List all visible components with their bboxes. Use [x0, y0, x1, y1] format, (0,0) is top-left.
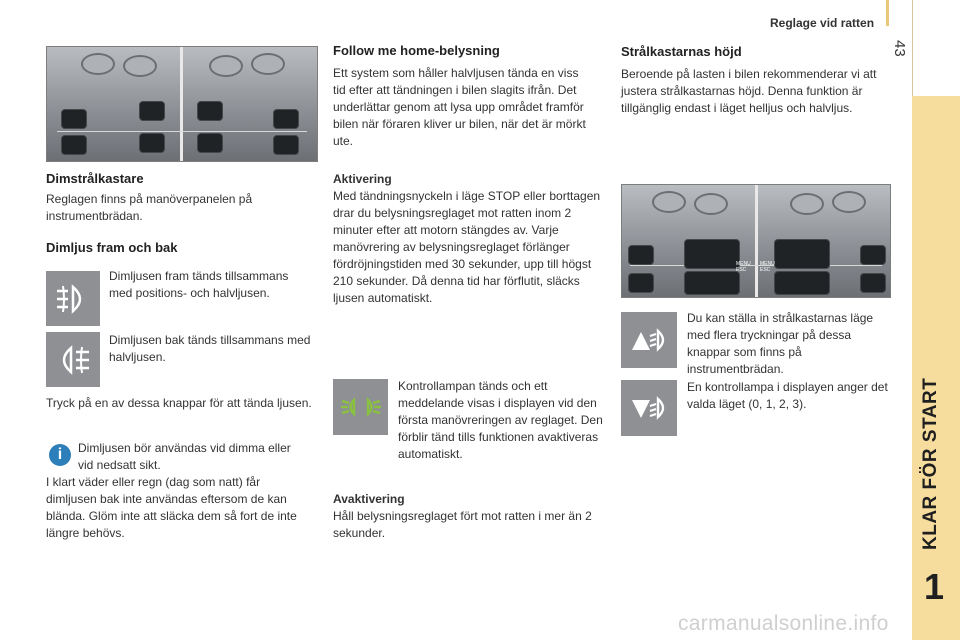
follow-me-home-lamp-icon: [333, 379, 388, 435]
menu-esc-label-left: MENU ESC: [736, 261, 751, 273]
section-title: Reglage vid ratten: [770, 16, 875, 30]
rear-fog-lamp-icon: [46, 332, 100, 387]
avaktivering-text: Håll belysningsreglaget fört mot ratten i mer än 2 sekunder.: [333, 509, 592, 540]
aktivering-block: [333, 171, 608, 307]
dimljus-heading: Dimljus fram och bak: [46, 240, 178, 255]
page-number: 43: [891, 40, 908, 57]
info-icon: i: [49, 444, 71, 466]
avaktivering-label: Avaktivering: [333, 492, 405, 506]
rear-fog-text: Dimljusen bak tänds tillsammans med halvljusen.: [109, 333, 311, 364]
aktivering-text: Med tändningsnyckeln i läge STOP eller borttagen drar du belysningsreglaget mot ratten inom 2 minuter efter att motorn stängdes av. Varje manövrering av belysningsreglaget förlänger fördröjningstiden med 30 sekunder, upp till högst 210 sekunder. Då denna tid har förflutit, släcks ljusen automatiskt.: [333, 189, 601, 305]
front-fog-lamp-icon: [46, 271, 100, 326]
follow-me-intro: Ett system som håller halvljusen tända en viss tid efter att tändningen i bilen slagits ifrån. Det underlättar genom att lysa upp området framför bilen när föraren kliver ur bilen, när det är mörkt ute.: [333, 66, 586, 148]
aktivering-label: Aktivering: [333, 172, 392, 186]
chapter-tab: [912, 96, 960, 640]
press-text: Tryck på en av dessa knappar för att tända ljusen.: [46, 396, 312, 410]
chapter-title: KLAR FÖR START: [920, 377, 941, 550]
dashboard-headlamp-switch-photo: [621, 184, 891, 298]
stralkastare-intro: Beroende på lasten i bilen rekommenderar vi att justera strålkastarnas höjd. Denna funktion är tillgänglig endast i läget helljus och halvljus.: [621, 67, 877, 115]
watermark: carmanualsonline.info: [678, 612, 889, 635]
dimstralkastare-text: Reglagen finns på manöverpanelen på instrumentbrädan.: [46, 192, 253, 223]
headlamp-raise-icon: [621, 312, 677, 368]
display-text: En kontrollampa i displayen anger det valda läget (0, 1, 2, 3).: [687, 380, 888, 411]
stralkastare-heading: Strålkastarnas höjd: [621, 44, 742, 59]
dashboard-fog-switch-photo: [46, 46, 318, 162]
avaktivering-block: [333, 491, 608, 542]
chapter-number: 1: [924, 566, 945, 607]
front-fog-text: Dimljusen fram tänds tillsammans med positions- och halvljusen.: [109, 269, 289, 300]
header-accent-bar: [886, 0, 889, 26]
follow-me-heading: Follow me home-belysning: [333, 43, 500, 58]
info-long-text: I klart väder eller regn (dag som natt) får dimljusen bak inte användas eftersom de kan blända. Glöm inte att släcka dem så fort de inte längre behövs.: [46, 475, 297, 540]
dimstralkastare-heading: Dimstrålkastare: [46, 171, 144, 186]
menu-esc-label-right: MENU ESC: [760, 261, 775, 273]
adjust-text: Du kan ställa in strålkastarnas läge med flera tryckningar på dessa knappar som finns på instrumentbrädan.: [687, 311, 874, 376]
lamp-text: Kontrollampan tänds och ett meddelande visas i displayen vid den första manövreringen av reglaget. Den förblir tänd tills funktionen avaktiveras automatiskt.: [398, 379, 603, 461]
headlamp-lower-icon: [621, 380, 677, 436]
info-short-text: Dimljusen bör användas vid dimma eller vid nedsatt sikt.: [78, 441, 291, 472]
